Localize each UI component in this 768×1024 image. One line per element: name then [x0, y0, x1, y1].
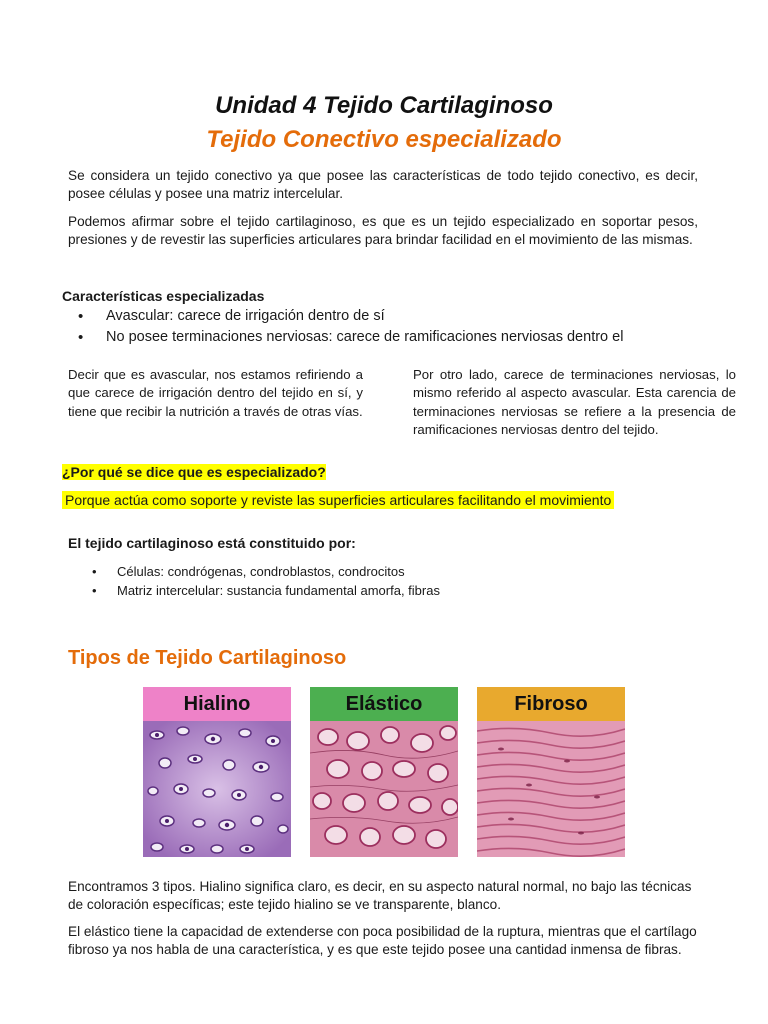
fibroso-tissue-image — [477, 721, 625, 857]
hialino-tissue-image — [143, 721, 291, 857]
question-text: ¿Por qué se dice que es especializado? — [62, 464, 326, 480]
question-heading — [62, 464, 326, 480]
list-item: • Matriz intercelular: sustancia fundamental amorfa, fibras — [92, 581, 440, 600]
types-paragraph-2: El elástico tiene la capacidad de extenderse con poca posibilidad de la ruptura, mientras que el cartílago fibroso ya nos habla de una característica, y es que este tejido posee una cantidad inmensa de fibras. — [68, 924, 697, 957]
intro-paragraph-1: Se considera un tejido conectivo ya que posee las características de todo tejido conectivo, es decir, posee células y posee una matriz intercelular. — [68, 168, 698, 201]
fibroso-label: Fibroso — [477, 687, 625, 721]
elastico-panel — [310, 687, 458, 857]
intro-paragraph-2: Podemos afirmar sobre el tejido cartilaginoso, es que es un tejido especializado en soportar pesos, presiones y de revestir las superficies articulares para brindar facilidad en el movimiento de las mismas. — [68, 214, 698, 247]
composition-heading: El tejido cartilaginoso está constituido por: — [68, 535, 356, 551]
list-item: • Células: condrógenas, condroblastos, condrocitos — [92, 562, 440, 581]
composition-list — [92, 562, 440, 600]
list-item: • No posee terminaciones nerviosas: carece de ramificaciones nerviosas dentro el — [78, 327, 623, 348]
page-subtitle: Tejido Conectivo especializado — [206, 126, 562, 153]
elastico-tissue-image — [310, 721, 458, 857]
fibroso-panel — [477, 687, 625, 857]
characteristics-heading: Características especializadas — [62, 288, 265, 304]
elastico-label: Elástico — [310, 687, 458, 721]
list-item: • Avascular: carece de irrigación dentro de sí — [78, 306, 623, 327]
page-title: Unidad 4 Tejido Cartilaginoso — [215, 92, 553, 119]
types-paragraph-1: Encontramos 3 tipos. Hialino significa claro, es decir, en su aspecto natural normal, no bajo las técnicas de coloración específicas; este tejido hialino se ve transparente, blanco. — [68, 879, 692, 912]
nerves-column: Por otro lado, carece de terminaciones nerviosas, lo mismo referido al aspecto avascular. Esta carencia de terminaciones nerviosas se refiere a la presencia de ramificaciones nerviosas dentro del tejido. — [413, 367, 736, 437]
hialino-panel — [143, 687, 291, 857]
characteristics-list — [78, 306, 623, 348]
types-heading: Tipos de Tejido Cartilaginoso — [68, 647, 347, 669]
answer-text: Porque actúa como soporte y reviste las superficies articulares facilitando el movimiento — [62, 491, 614, 509]
hialino-label: Hialino — [143, 687, 291, 721]
avascular-column: Decir que es avascular, nos estamos refiriendo a que carece de irrigación dentro del tejido en sí, y tiene que recibir la nutrición a través de otras vías. — [68, 367, 363, 419]
